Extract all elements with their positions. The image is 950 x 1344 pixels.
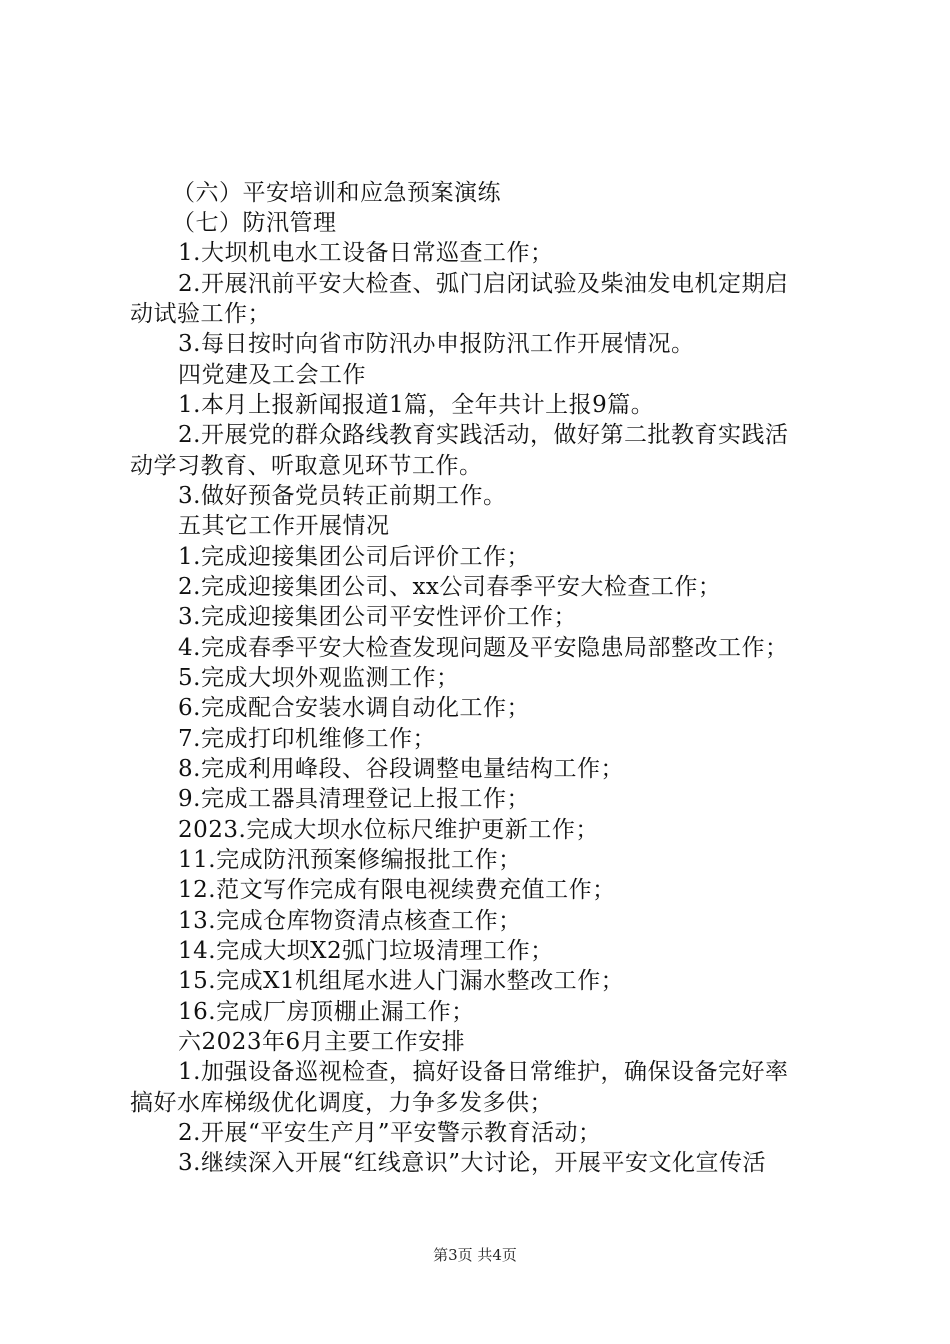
text-line: 2.开展汛前平安大检查、弧门启闭试验及柴油发电机定期启 — [178, 271, 789, 297]
text-line: 六2023年6月主要工作安排 — [178, 1029, 466, 1055]
text-line: 五其它工作开展情况 — [178, 513, 390, 539]
text-line: 5.完成大坝外观监测工作； — [178, 665, 460, 691]
text-line: 2023.完成大坝水位标尺维护更新工作； — [178, 817, 599, 843]
text-line: 1.本月上报新闻报道1篇，全年共计上报9篇。 — [178, 392, 655, 418]
text-line: 四党建及工会工作 — [178, 362, 366, 388]
text-line: 6.完成配合安装水调自动化工作； — [178, 695, 530, 721]
text-line: 7.完成打印机维修工作； — [178, 726, 436, 752]
text-line: （六）平安培训和应急预案演练 — [172, 180, 501, 206]
text-line: 动学习教育、听取意见环节工作。 — [130, 453, 483, 479]
text-line: 12.范文写作完成有限电视续费充值工作； — [178, 877, 616, 903]
text-line: 16.完成厂房顶棚止漏工作； — [178, 999, 475, 1025]
text-line: 2.开展党的群众路线教育实践活动，做好第二批教育实践活 — [178, 422, 789, 448]
text-line: 15.完成X1机组尾水进人门漏水整改工作； — [178, 968, 625, 994]
text-line: 搞好水库梯级优化调度，力争多发多供； — [130, 1090, 553, 1116]
text-line: 11.完成防汛预案修编报批工作； — [178, 847, 522, 873]
text-line: 1.完成迎接集团公司后评价工作； — [178, 544, 530, 570]
text-line: 2.开展“平安生产月”平安警示教育活动； — [178, 1120, 602, 1146]
text-line: 14.完成大坝X2弧门垃圾清理工作； — [178, 938, 554, 964]
text-line: 2.完成迎接集团公司、xx公司春季平安大检查工作； — [178, 574, 722, 600]
text-line: 动试验工作； — [130, 301, 271, 327]
text-line: 1.加强设备巡视检查，搞好设备日常维护，确保设备完好率 — [178, 1059, 789, 1085]
text-line: （七）防汛管理 — [172, 210, 337, 236]
text-line: 3.继续深入开展“红线意识”大讨论，开展平安文化宣传活 — [178, 1150, 766, 1176]
text-line: 4.完成春季平安大检查发现问题及平安隐患局部整改工作； — [178, 635, 789, 661]
text-line: 9.完成工器具清理登记上报工作； — [178, 786, 530, 812]
text-line: 3.完成迎接集团公司平安性评价工作； — [178, 604, 577, 630]
text-line: 3.每日按时向省市防汛办申报防汛工作开展情况。 — [178, 331, 695, 357]
text-line: 1.大坝机电水工设备日常巡查工作； — [178, 240, 554, 266]
text-line: 3.做好预备党员转正前期工作。 — [178, 483, 507, 509]
text-line: 8.完成利用峰段、谷段调整电量结构工作； — [178, 756, 624, 782]
page-number-footer: 第3页 共4页 — [433, 1246, 517, 1264]
text-line: 13.完成仓库物资清点核查工作； — [178, 908, 522, 934]
